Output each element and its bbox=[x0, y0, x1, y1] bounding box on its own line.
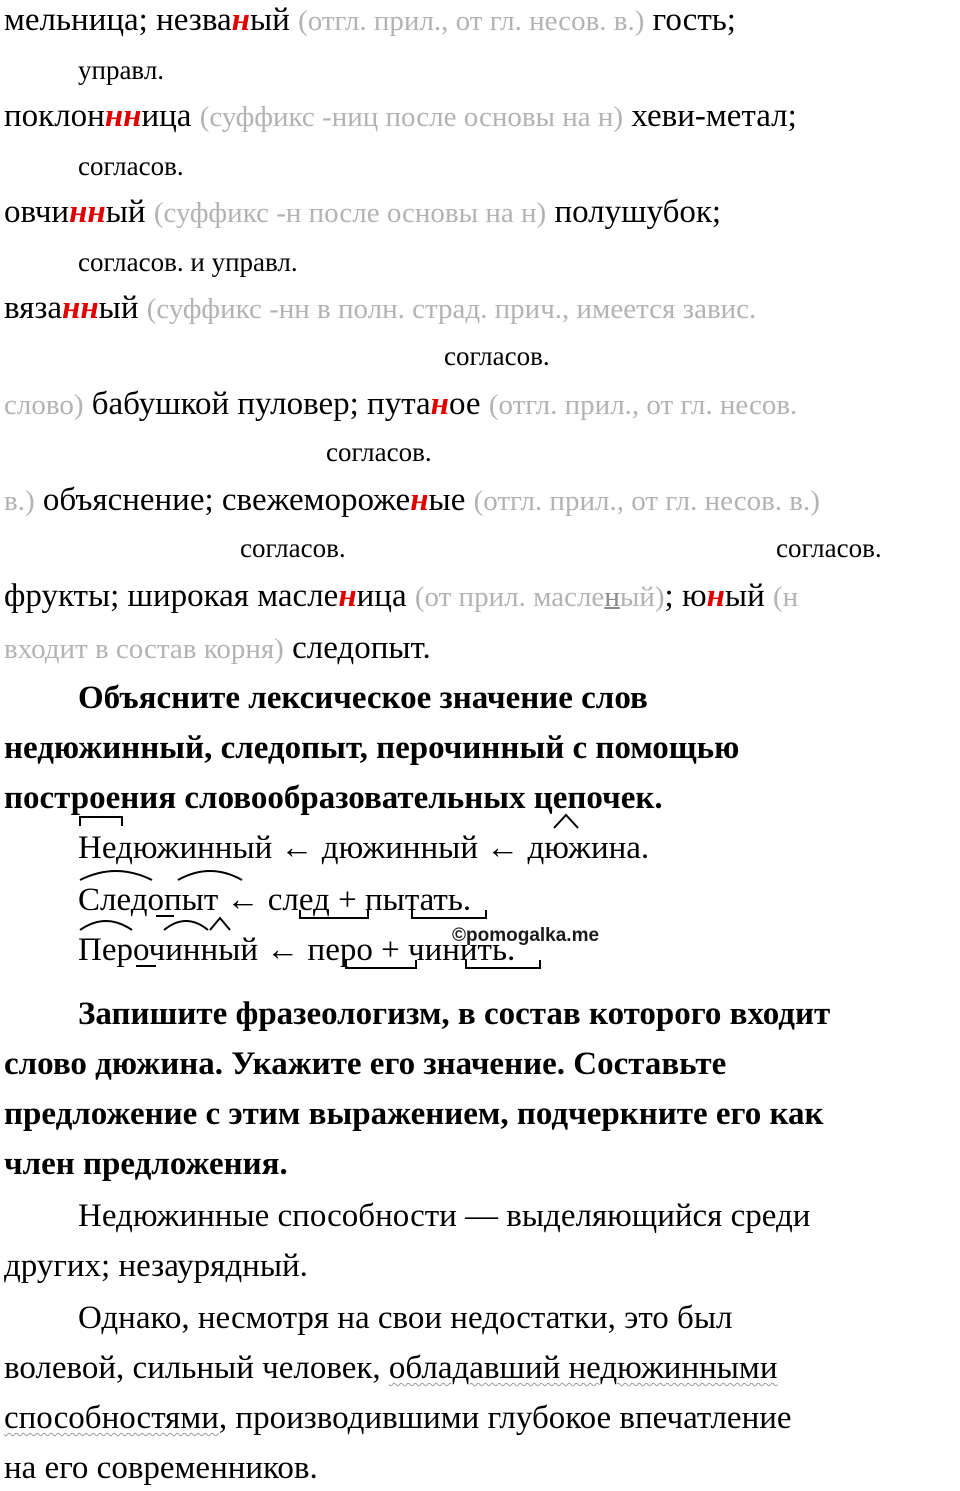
text: вяза bbox=[4, 290, 63, 326]
word-pytat: пытать. bbox=[364, 882, 472, 918]
arrow: ← bbox=[280, 830, 314, 866]
syntax-note-2: согласов. bbox=[78, 151, 184, 181]
answer-line-5 bbox=[4, 1398, 792, 1438]
word-dyuzhinny: дюжинный bbox=[321, 830, 479, 866]
highlight-letter: н bbox=[706, 578, 725, 614]
word-chain-1 bbox=[78, 828, 649, 868]
underlined-phrase: обладавший недюжинными bbox=[388, 1350, 778, 1386]
text-line-8 bbox=[4, 628, 431, 669]
text: (от прил. масле bbox=[414, 581, 605, 613]
answer-line-6: на его современников. bbox=[4, 1450, 318, 1486]
task-2-line-1: Запишите фразеологизм, в состав которого входит bbox=[78, 996, 831, 1032]
word-sled: след bbox=[267, 882, 330, 918]
text: полушубок; bbox=[554, 194, 722, 230]
answer-line-3: Однако, несмотря на свои недостатки, это был bbox=[78, 1300, 733, 1336]
underlined-letter: н bbox=[604, 581, 620, 613]
text: ый bbox=[724, 578, 765, 614]
plus-sign: + bbox=[381, 932, 400, 968]
highlight-letter: н bbox=[231, 2, 250, 38]
grammar-note: слово) bbox=[4, 389, 84, 421]
word-pero: перо bbox=[307, 932, 373, 968]
answer-line-2: других; незаурядный. bbox=[4, 1248, 308, 1284]
text: ; bbox=[664, 578, 674, 614]
text: ый) bbox=[619, 581, 665, 613]
arrow: ← bbox=[226, 882, 260, 918]
morpheme-marks bbox=[78, 812, 778, 832]
watermark-text: ©pomogalka.me bbox=[452, 925, 600, 946]
text-line-3 bbox=[4, 192, 721, 233]
plus-sign: + bbox=[338, 882, 357, 918]
text: ица bbox=[141, 98, 192, 134]
text-line-2 bbox=[4, 96, 797, 137]
syntax-note-4: согласов. bbox=[444, 341, 550, 371]
grammar-note: входит в состав корня) bbox=[4, 633, 284, 665]
syntax-note-1: управл. bbox=[78, 55, 165, 85]
task-2-line-2: слово дюжина. Укажите его значение. Составьте bbox=[4, 1046, 727, 1082]
word-dyuzhina: дюжина. bbox=[527, 830, 650, 866]
highlight-letter: н bbox=[410, 482, 429, 518]
grammar-note: (отгл. прил., от гл. несов. в.) bbox=[298, 5, 645, 37]
text-line-5 bbox=[4, 384, 797, 425]
text: бабушкой пуловер; пута bbox=[91, 386, 431, 422]
syntax-note-5: согласов. bbox=[326, 437, 432, 467]
text: волевой, сильный человек, bbox=[4, 1350, 381, 1386]
text: ый bbox=[249, 2, 290, 38]
underlined-phrase: способностями bbox=[4, 1400, 219, 1436]
text: ые bbox=[428, 482, 466, 518]
grammar-note: (суффикс -нн в полн. страд. прич., имеется завис. bbox=[146, 293, 757, 325]
answer-line-1: Недюжинные способности — выделяющийся среди bbox=[78, 1198, 811, 1234]
highlight-letter: н bbox=[430, 386, 449, 422]
task-2-line-3: предложение с этим выражением, подчеркните его как bbox=[4, 1096, 824, 1132]
grammar-note: (отгл. прил., от гл. несов. в.) bbox=[473, 485, 820, 517]
arrow: ← bbox=[266, 932, 300, 968]
text-line-6 bbox=[4, 480, 820, 521]
word-chinit: чинить. bbox=[407, 932, 516, 968]
text: поклон bbox=[4, 98, 105, 134]
syntax-note-3: согласов. и управл. bbox=[78, 247, 298, 277]
text: следопыт. bbox=[292, 630, 431, 666]
text-line-1 bbox=[4, 0, 736, 41]
text: ица bbox=[356, 578, 407, 614]
text-line-4 bbox=[4, 288, 756, 329]
syntax-note-6a: согласов. bbox=[240, 533, 346, 563]
text: , производившими глубокое впечатление bbox=[218, 1400, 792, 1436]
text: е bbox=[395, 482, 411, 518]
highlight-letter: нн bbox=[69, 194, 106, 230]
word-chain-3 bbox=[78, 930, 515, 970]
answer-line-4 bbox=[4, 1348, 777, 1388]
highlight-letter: нн bbox=[62, 290, 99, 326]
grammar-note bbox=[415, 581, 665, 613]
arrow: ← bbox=[486, 830, 520, 866]
highlight-letter: н bbox=[338, 578, 357, 614]
word-nedyuzhinny: Недюжинный bbox=[78, 830, 273, 866]
grammar-note: (отгл. прил., от гл. несов. bbox=[488, 389, 798, 421]
text: фрукты; широкая масле bbox=[4, 578, 339, 614]
text: объяснение; свежеморож bbox=[42, 482, 396, 518]
syntax-note-6b: согласов. bbox=[776, 533, 882, 563]
grammar-note: (суффикс -н после основы на н) bbox=[153, 197, 547, 229]
task-2-line-4: член предложения. bbox=[4, 1146, 288, 1182]
task-1-line-2: недюжинный, следопыт, перочинный с помощью bbox=[4, 730, 740, 766]
text: гость; bbox=[652, 2, 736, 38]
text: ое bbox=[449, 386, 481, 422]
task-1-line-1: Объясните лексическое значение слов bbox=[78, 680, 648, 716]
highlight-letter: нн bbox=[104, 98, 142, 134]
word-perochinny: Перочинный bbox=[78, 932, 259, 968]
text: ю bbox=[681, 578, 707, 614]
text-line-7 bbox=[4, 576, 798, 617]
task-1-line-3: построения словообразовательных цепочек. bbox=[4, 780, 663, 816]
text: ый bbox=[105, 194, 146, 230]
text: мельница; незва bbox=[4, 2, 232, 38]
grammar-note: (н bbox=[773, 581, 799, 613]
text: ый bbox=[98, 290, 139, 326]
grammar-note: в.) bbox=[4, 485, 35, 517]
text: хеви-метал; bbox=[631, 98, 797, 134]
word-sledopyt: Следопыт bbox=[78, 882, 219, 918]
text: овчи bbox=[4, 194, 70, 230]
grammar-note: (суффикс -ниц после основы на н) bbox=[199, 101, 624, 133]
